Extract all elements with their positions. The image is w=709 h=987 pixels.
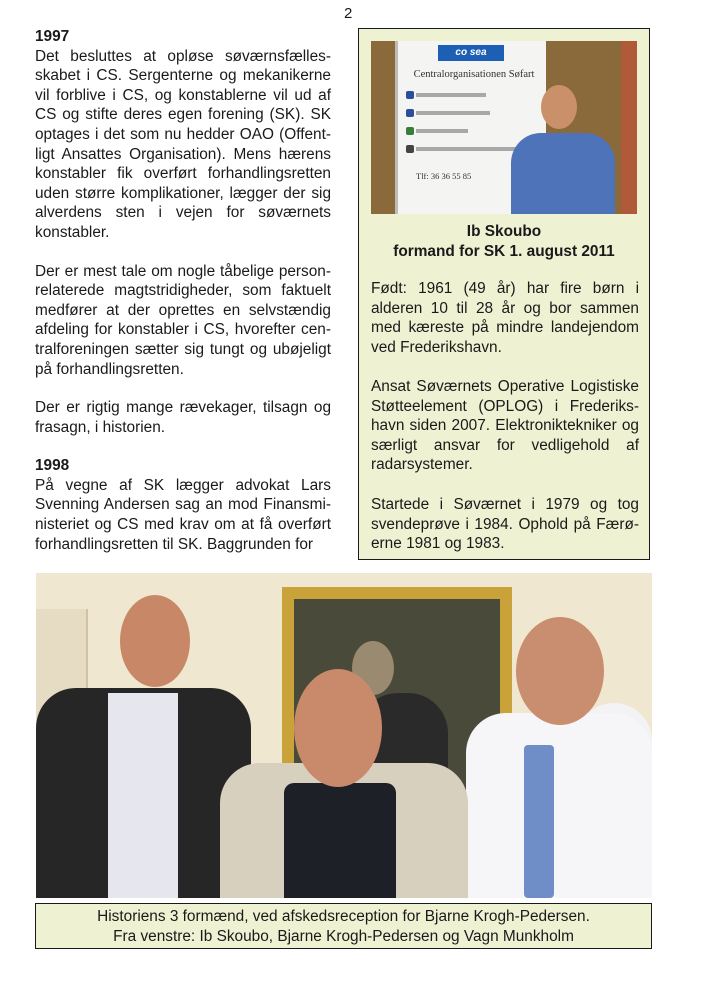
profile-sidebar (358, 28, 650, 560)
sign-phone: Tlf: 36 36 55 85 (416, 171, 472, 181)
person-center-shirt (284, 783, 396, 898)
person-left-head (120, 595, 190, 687)
group-photo (36, 573, 652, 898)
sign-logo-icon (406, 109, 414, 117)
paragraph-1998: På vegne af SK lægger advokat Lars Svenning Andersen sag an mod Finansmi-nisteriet og CS med krav om at få overført forhandlingsretten til SK. Baggrunden for (35, 476, 331, 553)
group-photo-caption (35, 903, 652, 949)
sign-logo-icon (406, 127, 414, 135)
caption-role: formand for SK 1. august 2011 (393, 242, 615, 260)
person-right-tie (524, 745, 554, 898)
heading-1998: 1998 (35, 457, 70, 475)
sign-logo-icon (406, 145, 414, 153)
sign-logo: co sea (438, 45, 504, 61)
bio-born: Født: 1961 (49 år) har fire børn i alderen 10 til 28 år og bor sammen med kæreste på mindre landejendom ved Frederikshavn. (371, 280, 639, 356)
sign-entry (416, 129, 468, 133)
person-body (511, 133, 615, 214)
portrait-caption (359, 222, 649, 261)
person-right-shirt (466, 713, 652, 898)
sign-logo-icon (406, 91, 414, 99)
sign-title: Centralorganisationen Søfart (413, 69, 535, 80)
person-right-head (516, 617, 604, 725)
heading-1997: 1997 (35, 28, 70, 45)
caption-line-1: Historiens 3 formænd, ved afskedsreception for Bjarne Krogh-Pedersen. (97, 908, 590, 925)
bio-employment: Ansat Søværnets Operative Logistiske Støtteelement (OPLOG) i Frederiks-havn siden 2007. Elektroniktekniker og særligt ansvar for vedligehold af radarsystemer. (371, 378, 639, 474)
paragraph-power-struggle: Der er mest tale om nogle tåbelige person-relaterede magtstridigheder, som faktuelt medfører at der oprettes en selvstændig afdeling for konstabler i CS, hvorefter cen-tralforeningen sætter sig tungt og ubøjeligt på forhandlingsretten. (35, 262, 331, 378)
sign-entry (416, 111, 490, 115)
caption-name: Ib Skoubo (466, 223, 542, 240)
person-head (541, 85, 577, 129)
portrait-photo (371, 41, 637, 214)
sign-entry (416, 93, 486, 97)
paragraph-history: Der er rigtig mange rævekager, tilsagn og frasagn, i historien. (35, 399, 331, 436)
sign-entry (416, 147, 526, 151)
caption-line-2: Fra venstre: Ib Skoubo, Bjarne Krogh-Pedersen og Vagn Munkholm (113, 927, 574, 945)
bio-navy: Startede i Søværnet i 1979 og tog svendeprøve i 1984. Ophold på Færø-erne 1981 og 1983. (371, 496, 639, 553)
person-center-head (294, 669, 382, 787)
article-column (35, 27, 331, 554)
paragraph-1997: Det besluttes at opløse søværnsfælles-skabet i CS. Sergenterne og mekanikerne vil forblive i CS, og konstablerne vil ud af CS og stifte deres egen forening (SK). SK optages i det som nu hedder OAO (Offent-ligt Ansattes Organisation). Mens hærens konstabler fik overført forhandlingsretten uden større komplikationer, lægger der sig alverdens sten i vejen for søværnets konstabler. (35, 47, 331, 241)
person-left-shirt (108, 693, 178, 898)
brick-wall (621, 41, 637, 214)
page-number: 2 (344, 5, 353, 22)
